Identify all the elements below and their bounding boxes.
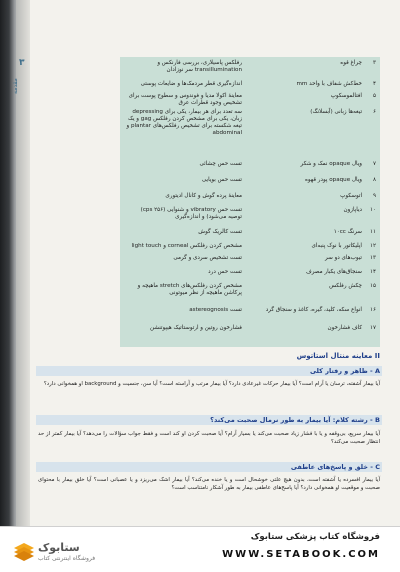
row-number: ۴ [372,81,376,87]
row-use: سه تعدد برای هر بیمار، یکی برای depressing زبان، یکی برای مشخص کردن رفلکس gag و یک تیغه شکسته برای تشخیص رفلکس‌های plantar و abdominal [126,109,242,136]
row-use: تست حس چشائی [199,161,242,167]
row-item: سنجاق‌های یکبار مصرف [305,269,362,275]
row-use: مشخص کردن رفلکس corneal و light touch [131,243,242,249]
row-number: ۸ [372,177,376,183]
row-item: ویال opaque نمک و شکر [300,161,362,167]
row-number: ۱۶ [369,307,376,313]
row-item: اتوسکوپ [340,193,362,199]
running-head: مقدمه [12,78,19,94]
row-item: خط‌کش شفاف با واحد mm [296,81,362,87]
section-b-label: B [375,416,380,424]
row-item: تیوب‌های دو سر [325,255,362,261]
row-number: ۱۵ [369,283,376,289]
section-a-label: A [374,367,380,375]
part-heading [297,352,380,360]
shop-url[interactable]: WWW.SETABOOK.COM [222,549,380,560]
row-item: سرنگ ۱۰cc [333,229,362,235]
part-title: معاینه منتال استاتوس [296,352,373,360]
section-c-label: C [375,463,380,471]
section-b-text: آیا بیمار سریع، بی‌وقفه و یا با فشار زیاد صحبت می‌کند یا بسیار آرام؟ آیا صحبت کردن او کند است و فقط جواب سؤالات را می‌دهد؟ آیا بیمار کمتر از حد انتظار صحبت می‌کند؟ [38,431,380,445]
row-use: تست حس بویایی [201,177,242,183]
section-a-title: ظاهر و رفتار کلی [309,367,368,375]
row-use: رفلکس پاسیلاری، بررسی فارنکس و transillumination سر نوزادان [157,60,242,73]
page-number: ۳ [19,58,25,68]
shop-title: فروشگاه کتاب پزشکی ستابوک [250,532,380,542]
section-c-title: خلق و پاسخ‌های عاطفی [290,463,368,471]
row-use: فشارخون روتین و ارتوستاتیک هیپوتنشن [150,325,242,331]
row-number: ۱۲ [369,243,376,249]
book-stack-icon [14,543,34,561]
row-item: ویال opaque پودر قهوه [304,177,362,183]
row-number: ۱۴ [369,269,376,275]
logo-wordmark: ستابوک [38,541,80,554]
row-use: تست تشخیص سردی و گرمی [173,255,242,261]
logo-caption: فروشگاه اینترنتی کتاب [38,555,96,562]
row-number: ۵ [372,93,376,99]
row-number: ۱۱ [369,229,376,235]
row-use: اندازه‌گیری قطر مردمک‌ها و ضایعات پوستی [140,81,242,87]
row-use: تست حس vibratory و شنوایی (۲۵۶ cps) توصیه می‌شود) و اندازه‌گیری [140,207,242,220]
row-item: چراغ قوه [340,60,362,66]
row-item: اپلیکاتور با نوک پنبه‌ای [311,243,362,249]
row-number: ۹ [372,193,376,199]
section-b-heading: B - رشته کلام: آیا بیمار به طور نرمال صحبت می‌کند؟ [210,416,380,424]
row-item: چکش رفلکس [329,283,362,289]
row-use: تست حس درد [208,269,242,275]
row-number: ۱۳ [369,255,376,261]
setabook-logo[interactable] [10,534,120,564]
row-use: مشخص کردن رفلکس‌های stretch ماهیچه و پرکاشن ماهیچه از نظر میوتونی [137,283,242,296]
section-a-heading: A - ظاهر و رفتار کلی [309,367,380,375]
row-number: ۶ [372,109,376,115]
section-c-text: آیا بیمار افسرده یا آشفته است، بدون هیچ علتی خوشحال است و یا خنده می‌کند؟ آیا بیمار اشک می‌ریزد و یا عصبانی است؟ آیا خلق بیمار با محتوای صحبت و موقعیت او همخوانی دارد؟ آیا پاسخ‌های عاطفی بیمار به طور آشکار نامتناسب است؟ [38,477,380,491]
part-label: II [374,352,380,360]
row-item: تیغه‌ها زبانی (آبسلانگ) [310,109,362,115]
row-item: کاف فشارخون [327,325,362,331]
row-number: ۳ [372,60,376,66]
row-item: افتالموسکوپ [330,93,362,99]
row-number: ۷ [372,161,376,167]
row-use: تست کالریک گوش [198,229,242,235]
row-number: ۱۰ [369,207,376,213]
row-use: معاینهٔ پرده گوش و کانال ادیتوری [165,193,242,199]
row-number: ۱۷ [369,325,376,331]
section-a-text: آیا بیمار آشفته، ترسان یا آرام است؟ آیا بیمار حرکات غیرعادی دارد؟ آیا بیمار مرتب و آراسته است؟ آیا سن، جنسیت و background او همخوانی دارد؟ [43,381,380,387]
section-b-title: رشته کلام: آیا بیمار به طور نرمال صحبت می‌کند؟ [210,416,368,424]
section-c-heading: C - خلق و پاسخ‌های عاطفی [290,463,380,471]
row-item: دیاپازون [343,207,362,213]
row-item: انواع سکه، کلید، گیره، کاغذ و سنجاق گرد [265,307,362,313]
row-use: معاینهٔ اکولا مدیا و فوندوس و سطوح پوست برای تشخیص وجود قطرات عرق [128,93,242,106]
row-use: تست astereognosis [189,307,242,313]
equipment-table [120,57,380,347]
